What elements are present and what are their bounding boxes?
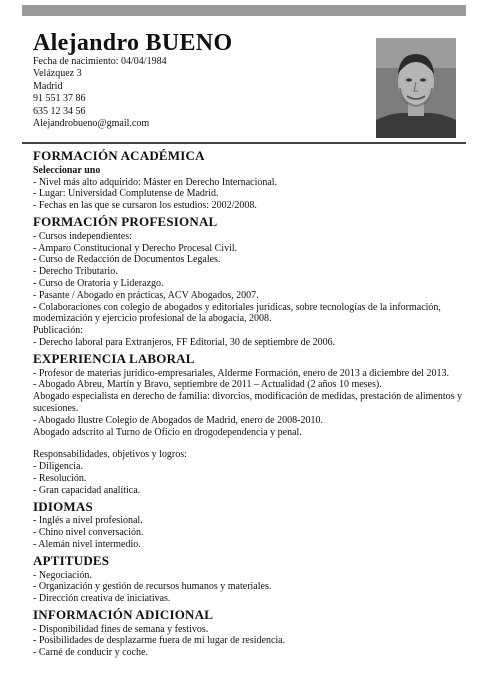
profile-photo bbox=[376, 38, 456, 138]
contact-block bbox=[33, 56, 167, 130]
list-item: - Nivel más alto adquirido: Máster en Derecho Internacional. bbox=[33, 176, 278, 188]
section-title-experiencia-laboral: EXPERIENCIA LABORAL bbox=[33, 350, 195, 366]
cv-body bbox=[33, 150, 465, 659]
list-item: - Curso de Redacción de Documentos Legales. bbox=[33, 254, 221, 266]
address-street: Velázquez 3 bbox=[33, 68, 82, 80]
section-title-idiomas: IDIOMAS bbox=[33, 498, 93, 514]
list-item: - Lugar: Universidad Complutense de Madrid. bbox=[33, 188, 219, 200]
list-item: - Cursos independientes: bbox=[33, 230, 132, 242]
list-item: Abogado especialista en derecho de familia: divorcios, modificación de medidas, prestación de alimentos y sucesiones. bbox=[33, 391, 463, 414]
header-divider bbox=[22, 142, 466, 144]
list-item: - Abogado Abreu, Martín y Bravo, septiembre de 2011 – Actualidad (2 años 10 meses). bbox=[33, 379, 382, 391]
list-item: Responsabilidades, objetivos y logros: bbox=[33, 449, 187, 461]
list-item: - Organización y gestión de recursos humanos y materiales. bbox=[33, 581, 272, 593]
list-item: - Disponibilidad fines de semana y festivos. bbox=[33, 623, 209, 635]
list-item: - Chino nivel conversación. bbox=[33, 527, 144, 539]
list-item: - Inglés a nivel profesional. bbox=[33, 515, 143, 527]
list-item: - Negociación. bbox=[33, 569, 92, 581]
section-title-formacion-profesional: FORMACIÓN PROFESIONAL bbox=[33, 213, 218, 229]
list-item: - Amparo Constitucional y Derecho Procesal Civil. bbox=[33, 242, 238, 254]
list-item: - Pasante / Abogado en prácticas, ACV Abogados, 2007. bbox=[33, 289, 259, 301]
list-item: Abogado adscrito al Turno de Oficio en drogodependencia y penal. bbox=[33, 426, 302, 438]
list-item: - Derecho Tributario. bbox=[33, 266, 118, 278]
list-item: - Fechas en las que se cursaron los estudios: 2002/2008. bbox=[33, 200, 257, 212]
section-title-informacion-adicional: INFORMACIÓN ADICIONAL bbox=[33, 606, 214, 622]
spacer bbox=[33, 438, 465, 449]
birth-date: Fecha de nacimiento: 04/04/1984 bbox=[33, 56, 167, 67]
list-item: - Posibilidades de desplazarme fuera de mi lugar de residencia. bbox=[33, 635, 286, 647]
list-item: - Curso de Oratoria y Liderazgo. bbox=[33, 277, 164, 289]
list-item: - Alemán nivel intermedio. bbox=[33, 538, 141, 550]
header-bar bbox=[22, 5, 466, 16]
list-item: Publicación: bbox=[33, 325, 83, 337]
list-item: - Colaboraciones con colegio de abogados y editoriales jurídicas, sobre tecnologías de la información, modernización y ejercicio profesional de la abogacía, 2008. bbox=[33, 301, 441, 325]
list-item: - Dirección creativa de iniciativas. bbox=[33, 593, 171, 605]
candidate-name: Alejandro BUENO bbox=[33, 30, 233, 56]
list-item: - Resolución. bbox=[33, 472, 87, 484]
phone-landline: 91 551 37 86 bbox=[33, 93, 86, 105]
list-item: - Diligencia. bbox=[33, 461, 83, 473]
list-item: - Derecho laboral para Extranjeros, FF Editorial, 30 de septiembre de 2006. bbox=[33, 336, 336, 348]
list-item: - Profesor de materias jurídico-empresariales, Alderme Formación, enero de 2013 a diciembre del 2013. bbox=[33, 367, 449, 379]
phone-mobile: 635 12 34 56 bbox=[33, 105, 86, 117]
section-title-aptitudes: APTITUDES bbox=[33, 552, 110, 568]
section-subtitle: Seleccionar uno bbox=[33, 164, 101, 176]
list-item: - Abogado Ilustre Colegio de Abogados de Madrid, enero de 2008-2010. bbox=[33, 414, 323, 426]
email: Alejandrobueno@gmail.com bbox=[33, 118, 150, 130]
section-title-formacion-academica: FORMACIÓN ACADÉMICA bbox=[33, 148, 205, 163]
portrait-image bbox=[376, 38, 456, 138]
list-item: - Gran capacidad analítica. bbox=[33, 484, 141, 496]
address-city: Madrid bbox=[33, 80, 63, 92]
list-item: - Carné de conducir y coche. bbox=[33, 647, 148, 659]
